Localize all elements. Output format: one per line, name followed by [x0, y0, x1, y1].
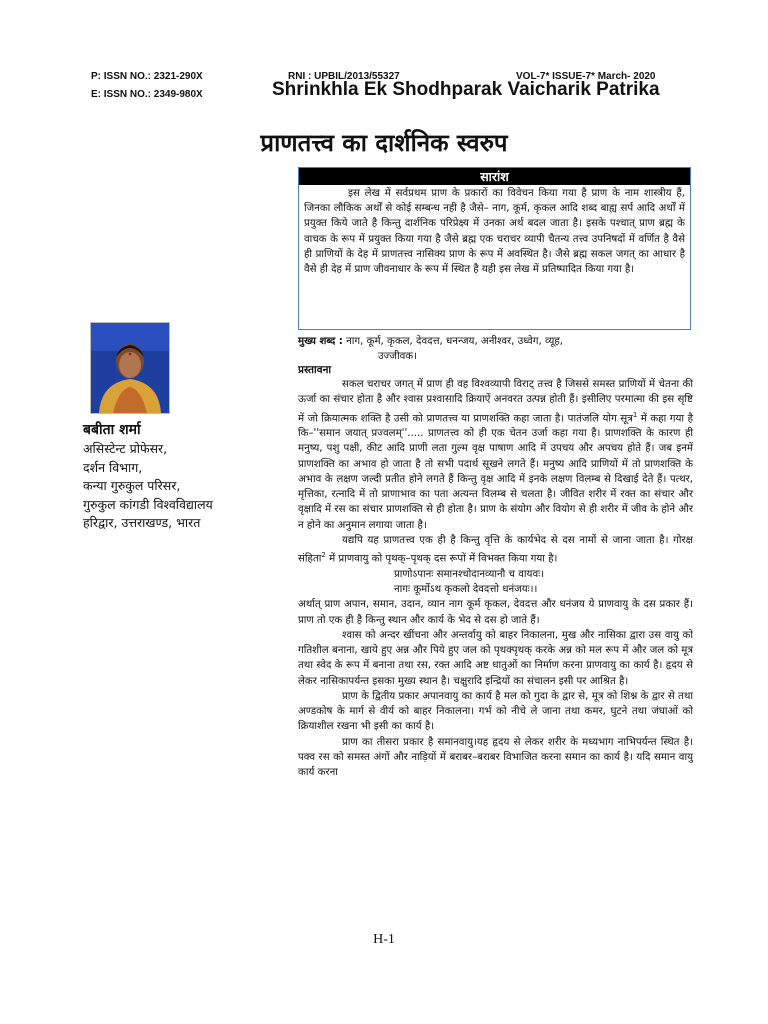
verse-line: नागः कूर्मोऽथ कृकलो देवदत्तो धनंजयः।। [394, 584, 538, 596]
article-body [298, 377, 693, 780]
author-designation: असिस्टेन्ट प्रोफेसर, [83, 441, 168, 456]
rni-number: RNI : UPBIL/2013/55327 [288, 71, 400, 82]
page-number: H-1 [373, 932, 395, 947]
paragraph-text: में कहा गया है कि–''समान जयात् प्रज्वलम्''..... प्राणतत्त्व को ही एक चेतन उर्जा कहा गया है। प्राणशक्ति के कारण ही मनुष्य, पशु पक्षी, कीट आदि प्राणी लता गुल्म वृक्ष पाषाण आदि में उपचय और अपचय होते हैं। जब इनमें प्राणशक्ति का अभाव हो जाता है तो सभी पदार्थ सूखने लगते हैं। मनुष्य आदि प्राणियों में तो प्राणशक्ति के अभाव के लक्षण जल्दी प्रतीत होने लगते हैं किन्तु वृक्ष आदि में इनके लक्षण विलम्ब से दिखाई देते हैं। पत्थर, मृत्तिका, रत्नादि में तो प्राणाभाव का पता अत्यन्त विलम्ब से चलता है। जीवित शरीर में रक्त का संचार और वृक्षादि में रस का संचार प्राणशक्ति से ही होता है। प्राण के संयोग और वियोग से ही शरीर में जीव के होने और न होने का अनुमान लगाया जाता है। [298, 412, 693, 531]
e-issn: E: ISSN NO.: 2349-980X [91, 89, 203, 100]
journal-title: Shrinkhla Ek Shodhparak Vaicharik Patrika [272, 79, 660, 100]
portrait-image [91, 323, 169, 413]
keywords-line1: नाग, कूर्म, कृकल, देवदत्त, धनन्जय, अनीश्वर, उध्वेग, व्यूह, [346, 336, 563, 347]
intro-heading: प्रस्तावना [298, 364, 332, 376]
paragraph-text: सकल चराचर जगत् में प्राण ही वह विश्वव्यापी विराट् तत्त्व है जिससे समस्त प्राणियों में चेतना की ऊर्जा का संचार होता है और श्वास प्रश्वासादि क्रियाऐं अनवरत उत्पन्न होती हैं। इसीलिए परमात्मा की इस सृष्टि में जो क्रियात्मक शक्ति है उसी को प्राणतत्त्व या प्राणशक्ति कहा जाता है। पातंजलि योग सूत्र [298, 379, 693, 424]
author-block [83, 420, 283, 533]
keywords-label: मुख्य शब्द : [298, 336, 343, 347]
author-location: हरिद्वार, उत्तराखण्ड, भारत [83, 515, 201, 531]
paragraph-text: में प्राणवायु को पृथक्–पृथक् दस रूपों में विभक्त किया गया है। [325, 553, 558, 565]
print-issn: P: ISSN NO.: 2321-290X [91, 71, 203, 82]
keywords [298, 334, 693, 364]
abstract-text: इस लेख में सर्वप्रथम प्राण के प्रकारों का विवेचन किया गया है प्राण के नाम शास्त्रीय हैं, जिनका लौकिक अर्थों से कोई सम्बन्ध नही है जैसे– नाग, कूर्म, कृकल आदि शब्द बाह्य सर्प आदि अर्थों में प्रयुक्त किये जाते है किन्तु दार्शनिक परिप्रेक्ष्य में उनका अर्थ बदल जाता है। इसके पश्चात् प्राण ब्रह्म के वाचक के रूप में प्रयुक्त किया गया है जैसे ब्रह्म एक चराचर व्यापी चैतन्य तत्त्व उपनिषदों में वर्णित है वैसे ही प्राणियों के देह में प्राणतत्त्व नासिक्य प्राण के रूप में अवस्थित है। जैसे ब्रह्म सकल जगत् का आधार है वैसे ही देह में प्राण जीवनाधार के रूप में स्थित है यही इस लेख में प्रतिष्पादित किया गया है। [304, 188, 685, 276]
paragraph-text: यद्यपि यह प्राणतत्त्व एक ही है किन्तु वृत्ति के कार्यभेद से दस नामों से जाना जाता है। गोरक्ष संहिता [298, 534, 693, 565]
volume-issue: VOL-7* ISSUE-7* March- 2020 [516, 71, 656, 82]
paragraph: प्राण का तीसरा प्रकार है समानवायु।यह हृदय से लेकर शरीर के मध्यभाग नाभिपर्यन्त स्थित है। पक्व रस को समस्त अंगों और नाड़ियों में बराबर–बराबर विभाजित करना समान का कार्य है। यदि समान वायु कार्य करना [298, 736, 693, 779]
footnote-ref: 2 [321, 551, 326, 560]
paragraph: प्राण के द्वितीय प्रकार अपानवायु का कार्य है मल को गुदा के द्वार से, मूत्र को शिश्न के द्वार से तथा अण्डकोष के मार्ग से वीर्य को बाहर निकालना। गर्भ को नीचे ले जाना तथा कमर, घुटने तथा जंघाओं को क्रियाशील रखना भी इसी का कार्य है। [298, 690, 693, 733]
author-name: बबीता शर्मा [83, 422, 141, 438]
author-university: गुरुकुल कांगडी विश्वविद्यालय [83, 496, 213, 512]
article-title: प्राणतत्त्व का दार्शनिक स्वरुप [260, 129, 508, 157]
paragraph: अर्थात् प्राण अपान, समान, उदान, व्यान नाग कूर्म कृकल, देवदत्त और धनंजय ये प्राणवायु के दस प्रकार हैं। प्राण तो एक ही है किन्तु स्थान और कार्य के भेद से दस हो जाते हैं। [298, 599, 693, 626]
verse-line: प्राणोऽपानः समानश्चोदानव्यानौ च वायवः। [394, 568, 545, 580]
abstract-box [298, 167, 691, 330]
paragraph [298, 377, 693, 533]
paragraph [298, 533, 693, 567]
author-photo [90, 322, 170, 414]
footnote-ref: 1 [632, 410, 638, 419]
author-campus: कन्या गुरुकुल परिसर, [83, 478, 181, 494]
paragraph: श्वास को अन्दर खींचना और अन्तर्वायु को बाहर निकालना, मुख और नासिका द्वारा उस वायु को गतिशील बनाना, खाये हुए अन्न और पिये हुए जल को पृथक्पृथक् करके अन्न को मल रूप में और जल को मूत्र तथा स्वेद के रूप में बनाना तथा रस, रक्त आदि अष्ट धातुओं का निर्माण करना प्राणवायु का कार्य है। हृदय से लेकर नासिकापर्यन्त इसका मुख्य स्थान है। चक्षुरादि इन्द्रियों का संचालन इसी पर आश्रित है। [298, 629, 693, 687]
keywords-line2: उज्जीवक। [378, 351, 417, 363]
author-department: दर्शन विभाग, [83, 459, 143, 475]
abstract-heading: सारांश [299, 168, 690, 185]
